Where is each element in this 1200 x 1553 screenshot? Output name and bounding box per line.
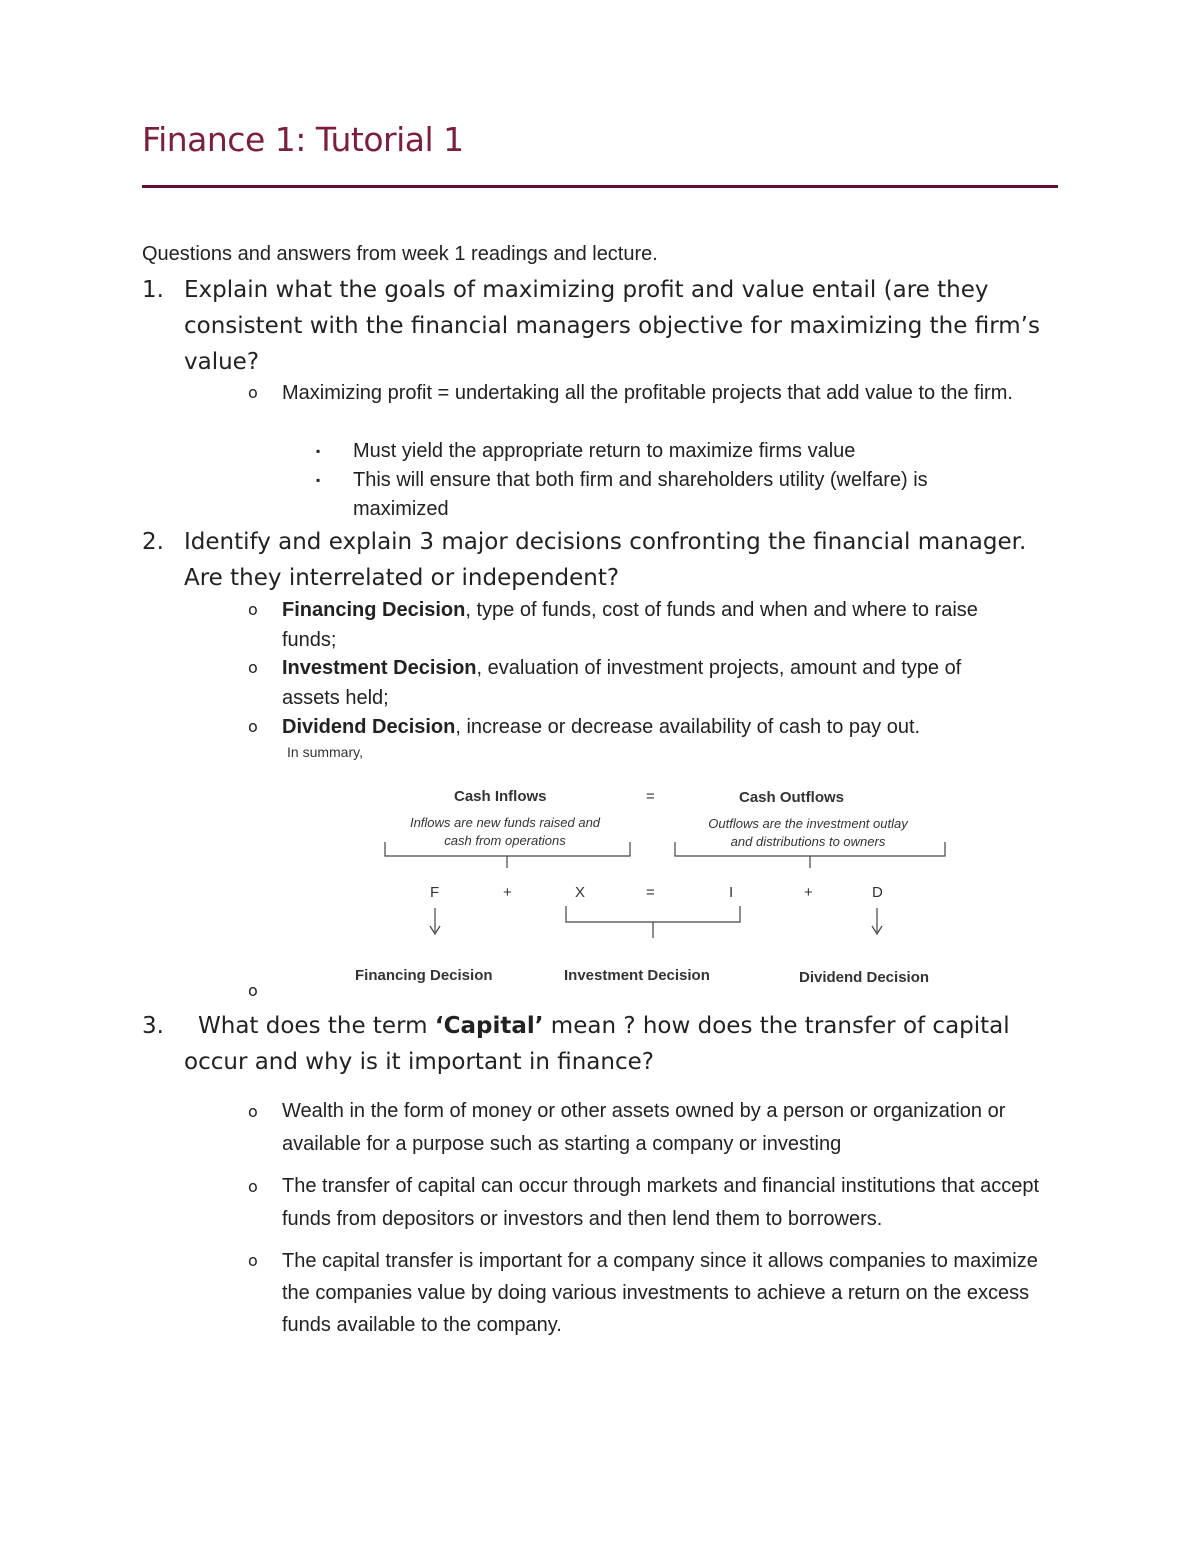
answer-label: Financing Decision xyxy=(282,599,466,621)
circle-bullet-icon: o xyxy=(248,600,258,619)
square-bullet-icon: ▪ xyxy=(316,473,321,487)
cash-inflows-heading: Cash Inflows xyxy=(454,788,547,805)
outflows-description-line: and distributions to owners xyxy=(730,834,886,849)
circle-bullet-icon: o xyxy=(248,383,258,402)
outflows-description-line: Outflows are the investment outlay xyxy=(708,816,908,831)
summary-label: In summary, xyxy=(287,744,363,760)
square-bullet-icon: ▪ xyxy=(316,444,321,458)
answer-label: Dividend Decision xyxy=(282,716,456,738)
circle-bullet-icon: o xyxy=(248,1102,258,1121)
answer-text: Maximizing profit = undertaking all the profitable projects that add value to the firm. xyxy=(282,382,1013,404)
q2-answer-financing xyxy=(248,595,1022,655)
question-number: 3. xyxy=(142,1013,164,1039)
variable-x: X xyxy=(575,884,586,901)
question-number: 1. xyxy=(142,277,164,303)
q3-answer-2 xyxy=(248,1170,1042,1236)
arrows-and-brace xyxy=(420,902,900,944)
circle-bullet-icon: o xyxy=(248,1177,258,1196)
sub-text: Must yield the appropriate return to maximize firms value xyxy=(353,440,856,462)
q1-answer xyxy=(248,378,1042,408)
question-text: mean ? how does the transfer of capital occur and why is it important in finance? xyxy=(184,1013,1010,1075)
circle-bullet-icon: o xyxy=(248,981,258,1000)
inflows-description-line: cash from operations xyxy=(444,833,566,848)
answer-text: The capital transfer is important for a company since it allows companies to maximize the companies value by doing various investments to achieve a return on the excess funds available to the company. xyxy=(282,1250,1038,1336)
answer-text: , increase or decrease availability of cash to pay out. xyxy=(455,716,921,738)
answer-text: Wealth in the form of money or other assets owned by a person or organization or available for a purpose such as starting a company or investing xyxy=(282,1100,1006,1155)
equals-sign: = xyxy=(646,788,655,805)
plus-sign: + xyxy=(804,884,813,901)
question-text: Explain what the goals of maximizing profit and value entail (are they consistent with the financial managers objective for maximizing the firm’s value? xyxy=(184,277,1040,375)
q3-answer-1 xyxy=(248,1095,1042,1161)
answer-text: , type of funds, cost of funds and when and where to raise funds; xyxy=(282,599,978,651)
answer-text: , evaluation of investment projects, amount and type of assets held; xyxy=(282,657,962,709)
question-text: What does the term xyxy=(198,1013,435,1039)
answer-text: The transfer of capital can occur through markets and financial institutions that accept funds from depositors or investors and then lend them to borrowers. xyxy=(282,1175,1040,1230)
question-text: Identify and explain 3 major decisions confronting the financial manager. Are they interrelated or independent? xyxy=(184,529,1027,591)
sub-text: This will ensure that both firm and shareholders utility (welfare) is maximized xyxy=(353,469,928,520)
q1-sub-1 xyxy=(316,437,1003,466)
intro-text: Questions and answers from week 1 readings and lecture. xyxy=(142,243,658,265)
q2-answer-investment xyxy=(248,653,1022,713)
q1-sub-2 xyxy=(316,466,993,524)
question-number: 2. xyxy=(142,529,164,555)
question-3 xyxy=(142,1008,1064,1080)
circle-bullet-icon: o xyxy=(248,1251,258,1270)
variable-i: I xyxy=(729,884,734,901)
question-2 xyxy=(142,524,1064,596)
financing-decision-label: Financing Decision xyxy=(355,967,493,984)
circle-bullet-icon: o xyxy=(248,717,258,736)
investment-decision-label: Investment Decision xyxy=(564,967,710,984)
variable-f: F xyxy=(430,884,440,901)
q3-answer-3 xyxy=(248,1245,1042,1341)
question-term: ‘Capital’ xyxy=(434,1013,544,1039)
q2-answer-dividend xyxy=(248,712,1022,742)
cash-outflows-heading: Cash Outflows xyxy=(739,789,845,806)
circle-bullet-icon: o xyxy=(248,658,258,677)
document-title: Finance 1: Tutorial 1 xyxy=(142,120,464,159)
variable-d: D xyxy=(872,884,883,901)
equals-sign: = xyxy=(646,884,655,901)
answer-label: Investment Decision xyxy=(282,657,477,679)
dividend-decision-label: Dividend Decision xyxy=(799,969,930,986)
top-braces xyxy=(380,840,950,870)
inflows-description-line: Inflows are new funds raised and xyxy=(409,815,601,830)
plus-sign: + xyxy=(503,884,512,901)
question-1 xyxy=(142,272,1064,380)
title-divider xyxy=(142,185,1058,188)
